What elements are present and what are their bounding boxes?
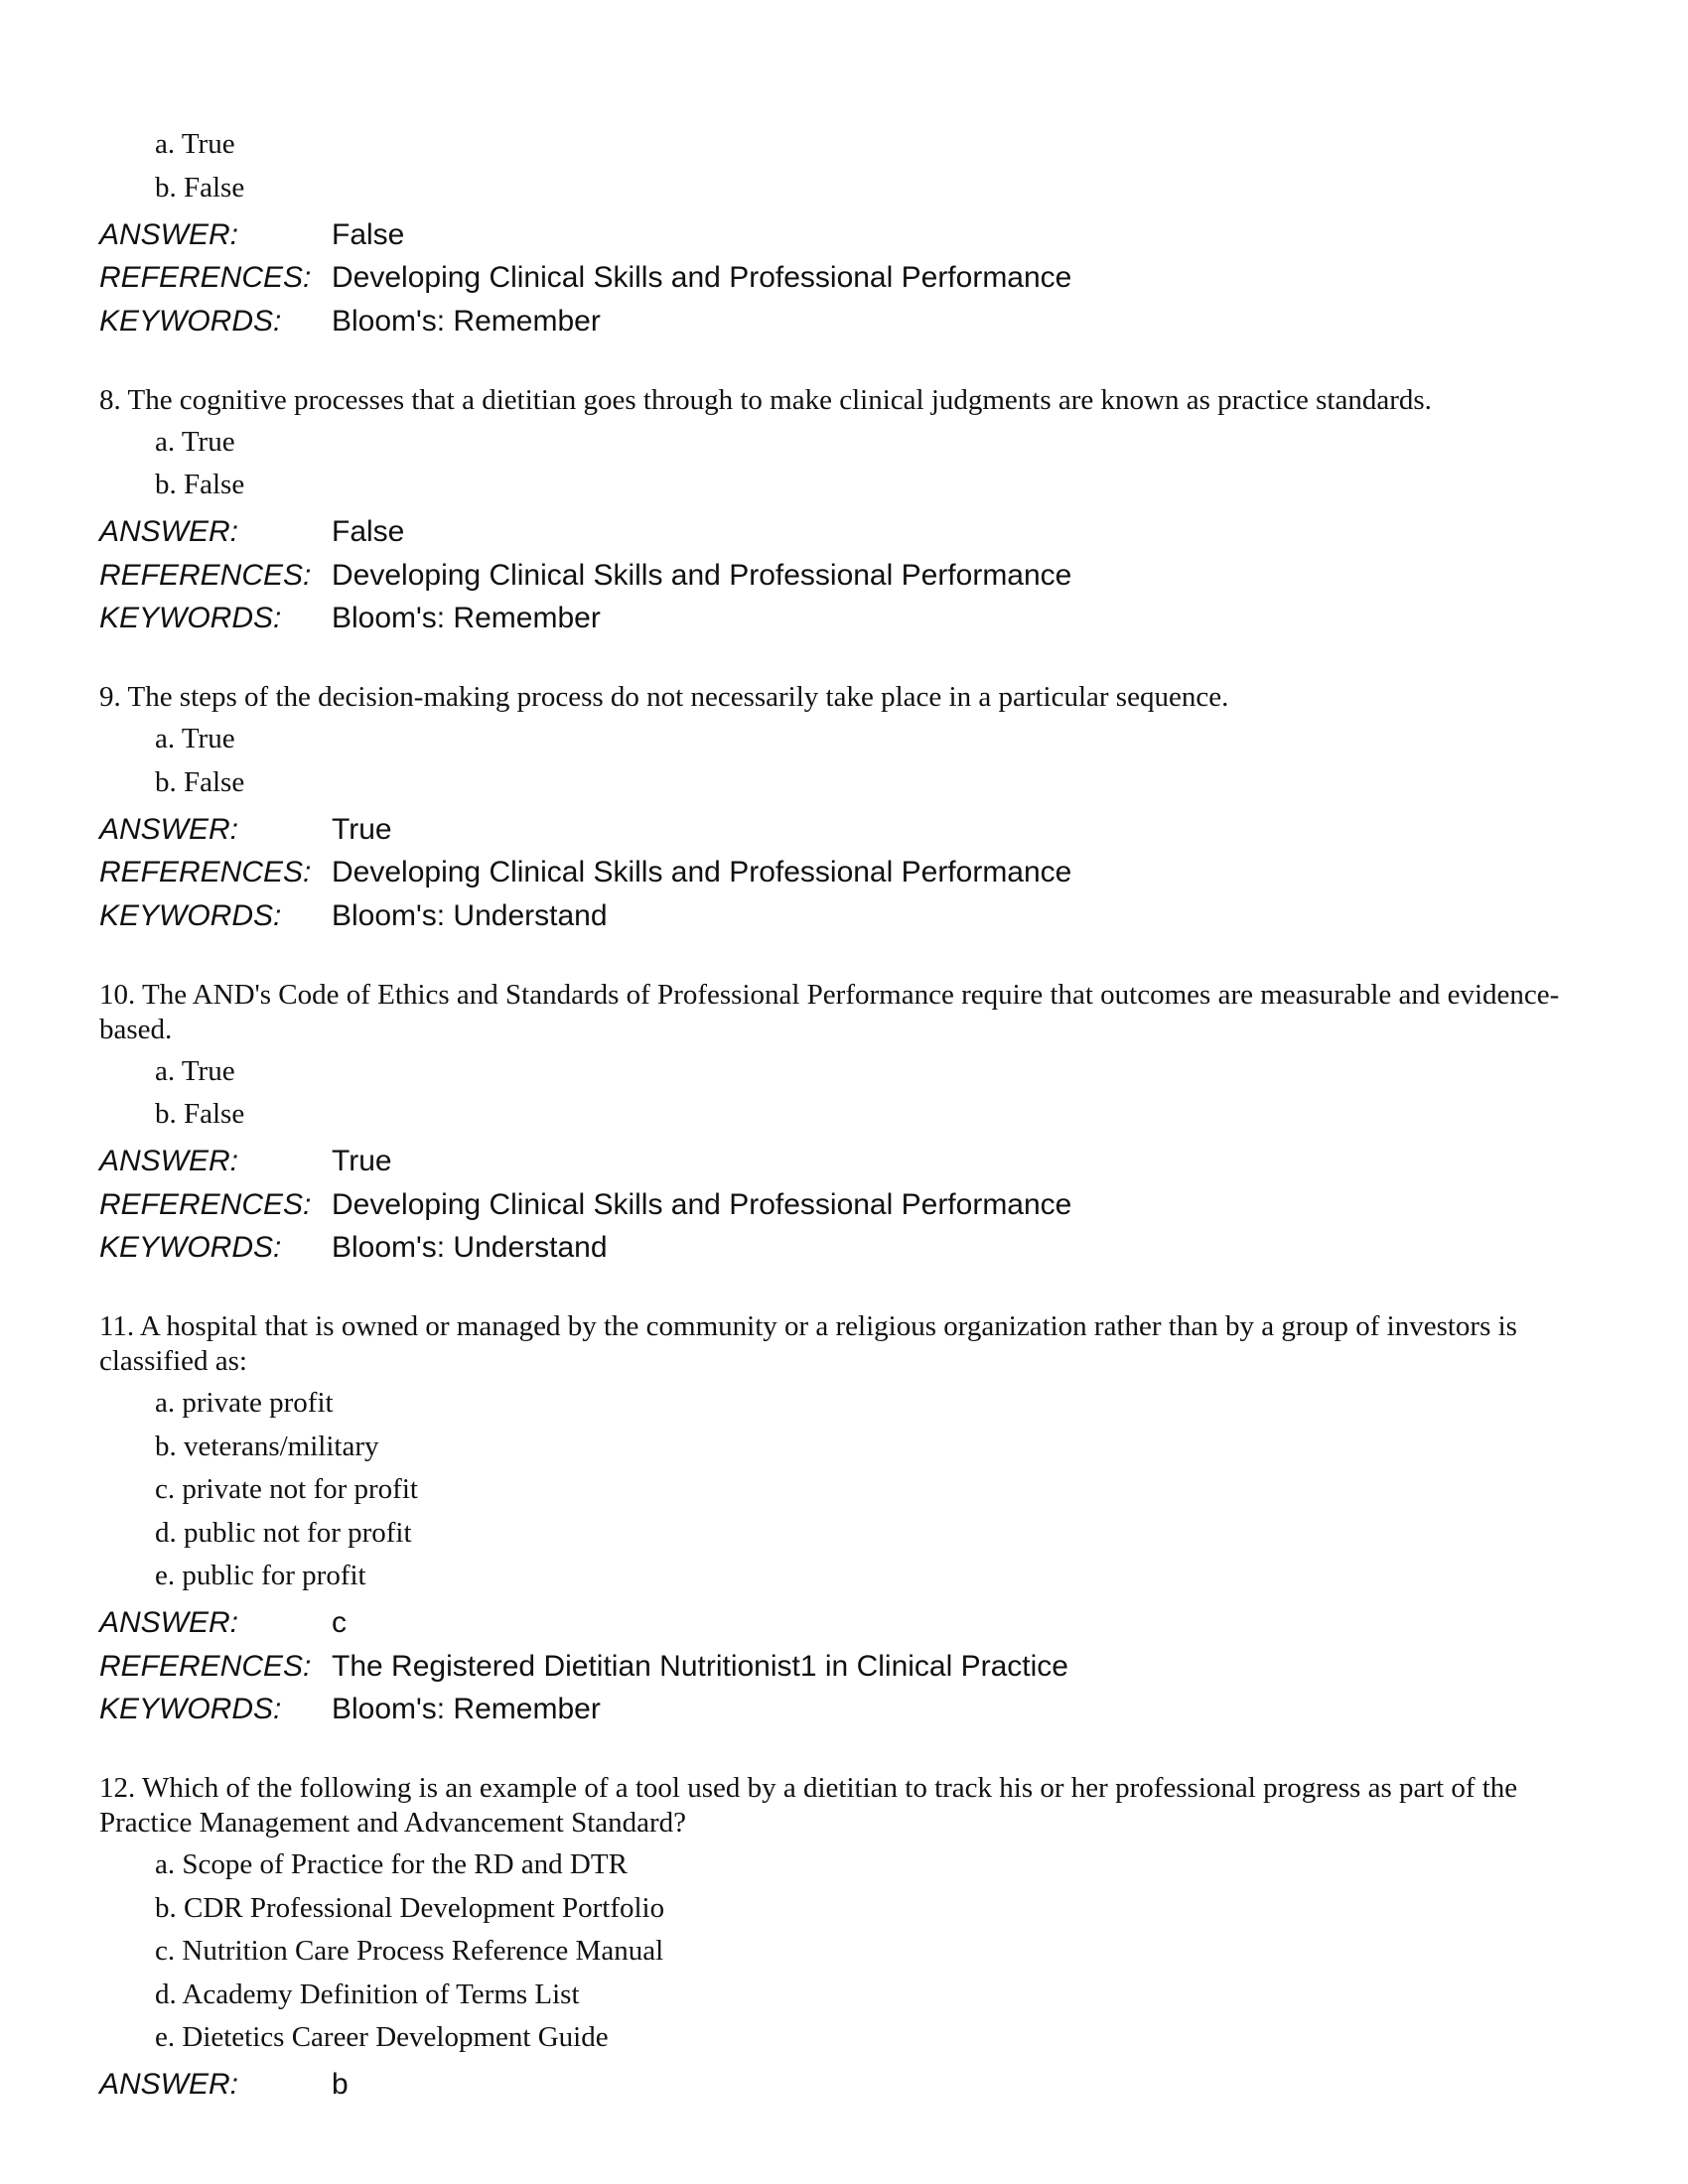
options-list <box>99 1054 1589 1141</box>
references-label: REFERENCES: <box>99 1187 312 1221</box>
option-a: a. True <box>155 425 235 458</box>
option-b: b. CDR Professional Development Portfolio <box>155 1891 665 1924</box>
references-value: Developing Clinical Skills and Professional Performance <box>332 856 1072 889</box>
keywords-row <box>99 1689 1589 1732</box>
option-a: a. True <box>155 723 235 754</box>
option-b: b. False <box>155 765 245 798</box>
options-list <box>99 127 1589 213</box>
options-list <box>99 1847 1589 2064</box>
question-text: 10. The AND's Code of Ethics and Standards of Professional Performance require that outcomes are measurable and evidence-based. <box>99 978 1560 1045</box>
keywords-label: KEYWORDS: <box>99 1231 282 1265</box>
references-value: Developing Clinical Skills and Professional Performance <box>332 558 1072 592</box>
answer-row <box>99 511 1589 555</box>
answer-row <box>99 2064 1589 2108</box>
answer-label: ANSWER: <box>99 217 239 251</box>
keywords-row <box>99 1227 1589 1271</box>
keywords-row <box>99 598 1589 641</box>
option-a: a. private profit <box>155 1387 334 1419</box>
references-value: The Registered Dietitian Nutritionist1 in Clinical Practice <box>332 1649 1068 1683</box>
answer-value: False <box>332 217 405 251</box>
keywords-label: KEYWORDS: <box>99 1693 282 1726</box>
answer-label: ANSWER: <box>99 515 239 549</box>
option-a: a. True <box>155 1054 235 1087</box>
references-row <box>99 554 1589 598</box>
answer-row <box>99 1141 1589 1184</box>
question-block-11 <box>99 1309 1589 1731</box>
options-list <box>99 1386 1589 1602</box>
option-a: a. True <box>155 128 235 160</box>
keywords-value: Bloom's: Understand <box>332 898 608 932</box>
keywords-row <box>99 894 1589 938</box>
answer-row <box>99 213 1589 257</box>
question-block-9 <box>99 680 1589 938</box>
references-row <box>99 1645 1589 1689</box>
answer-label: ANSWER: <box>99 1606 239 1640</box>
options-list <box>99 425 1589 511</box>
question-text: 12. Which of the following is an example of a tool used by a dietitian to track his or her professional progress as part of the Practice Management and Advancement Standard? <box>99 1772 1518 1839</box>
references-row <box>99 1183 1589 1227</box>
answer-value: False <box>332 515 405 549</box>
question-text: 11. A hospital that is owned or managed by the community or a religious organization rather than by a group of investors is classified as: <box>99 1310 1517 1377</box>
keywords-label: KEYWORDS: <box>99 304 282 338</box>
keywords-value: Bloom's: Understand <box>332 1231 608 1265</box>
question-text: 8. The cognitive processes that a dietitian goes through to make clinical judgments are known as practice standards. <box>99 383 1432 416</box>
keywords-label: KEYWORDS: <box>99 602 282 635</box>
option-d: d. public not for profit <box>155 1516 412 1549</box>
option-c: c. private not for profit <box>155 1473 418 1505</box>
question-block-7 <box>99 127 1589 343</box>
question-text: 9. The steps of the decision-making process do not necessarily take place in a particular sequence. <box>99 681 1229 713</box>
option-e: e. Dietetics Career Development Guide <box>155 2021 609 2053</box>
references-row <box>99 257 1589 301</box>
document-page <box>99 127 1589 2146</box>
keywords-label: KEYWORDS: <box>99 898 282 932</box>
keywords-row <box>99 300 1589 343</box>
option-a: a. Scope of Practice for the RD and DTR <box>155 1848 628 1880</box>
keywords-value: Bloom's: Remember <box>332 1693 601 1726</box>
option-b: b. False <box>155 171 245 204</box>
references-label: REFERENCES: <box>99 1649 312 1683</box>
answer-row <box>99 808 1589 852</box>
answer-value: True <box>332 1145 392 1178</box>
option-b: b. veterans/military <box>155 1430 379 1462</box>
references-label: REFERENCES: <box>99 261 312 295</box>
question-block-12 <box>99 1771 1589 2107</box>
option-b: b. False <box>155 469 245 500</box>
options-list <box>99 722 1589 808</box>
references-label: REFERENCES: <box>99 558 312 592</box>
answer-label: ANSWER: <box>99 1145 239 1178</box>
answer-label: ANSWER: <box>99 2068 239 2102</box>
answer-value: True <box>332 812 392 846</box>
references-label: REFERENCES: <box>99 856 312 889</box>
option-e: e. public for profit <box>155 1560 366 1591</box>
answer-label: ANSWER: <box>99 812 239 846</box>
option-b: b. False <box>155 1098 245 1130</box>
option-d: d. Academy Definition of Terms List <box>155 1978 580 2010</box>
keywords-value: Bloom's: Remember <box>332 602 601 635</box>
references-value: Developing Clinical Skills and Professional Performance <box>332 261 1072 295</box>
references-value: Developing Clinical Skills and Professional Performance <box>332 1187 1072 1221</box>
answer-value: b <box>332 2068 349 2102</box>
question-block-8 <box>99 383 1589 641</box>
keywords-value: Bloom's: Remember <box>332 304 601 338</box>
references-row <box>99 852 1589 895</box>
option-c: c. Nutrition Care Process Reference Manual <box>155 1935 664 1967</box>
answer-value: c <box>332 1606 347 1640</box>
question-block-10 <box>99 978 1589 1271</box>
answer-row <box>99 1602 1589 1646</box>
